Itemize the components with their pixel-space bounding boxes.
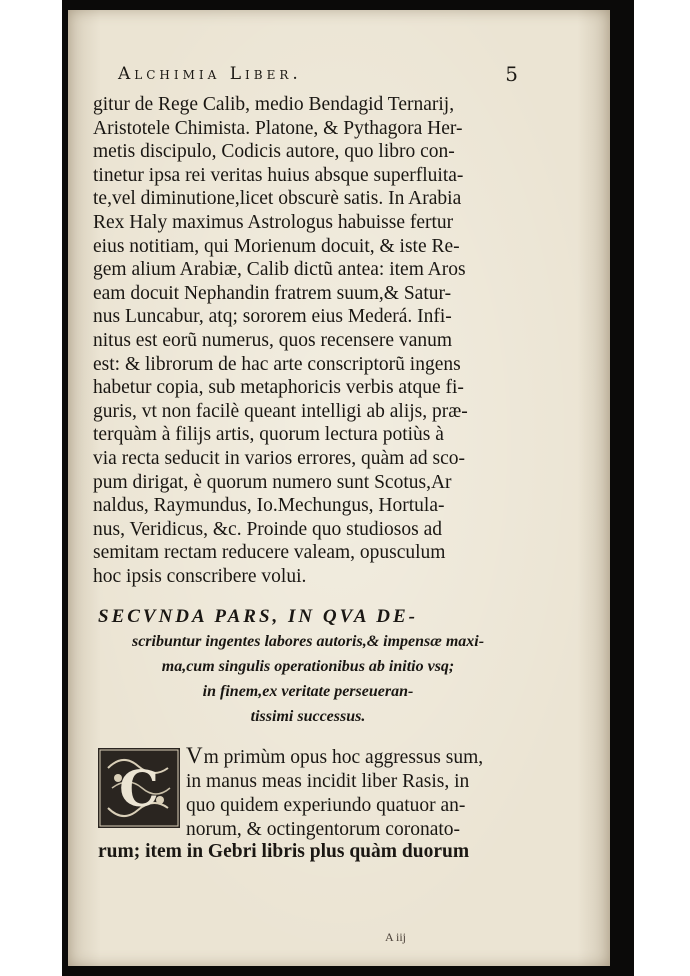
heading-line-2: scribuntur ingentes labores autoris,& impensæ maxi- <box>131 633 485 650</box>
para2-continuation <box>98 840 524 864</box>
running-title: Alchimia Liber. <box>118 64 302 84</box>
body-line: gem alium Arabiæ, Calib dictũ antea: item Aros <box>93 259 466 281</box>
body-line: nus, Veridicus, &c. Proinde quo studiosos ad <box>93 518 443 540</box>
body-line: guris, vt non facilè queant intelligi ab alijs, præ- <box>93 400 468 422</box>
para2-line-1: Vm primùm opus hoc aggressus sum, <box>186 743 484 768</box>
body-line: hoc ipsis conscribere volui. <box>93 565 307 587</box>
body-line: metis discipulo, Codicis autore, quo libro con- <box>93 141 455 163</box>
ornament-icon <box>98 748 180 828</box>
paragraph-two <box>186 744 522 842</box>
para2-line-3: quo quidem experiundo quatuor an- <box>186 795 466 816</box>
body-line: eius notitiam, qui Morienum docuit, & iste Re- <box>93 235 460 257</box>
signature-mark: A iij <box>385 930 407 944</box>
body-line: pum dirigat, è quorum numero sunt Scotus,Ar <box>93 471 452 493</box>
heading-line-1: SECVNDA PARS, IN QVA DE- <box>98 606 418 627</box>
body-line: habetur copia, sub metaphoricis verbis atque fi- <box>93 377 464 399</box>
body-line: est: & librorum de hac arte conscriptorũ ingens <box>93 353 461 375</box>
decorated-initial <box>98 748 180 828</box>
body-line: Aristotele Chimista. Platone, & Pythagora Her- <box>93 117 463 139</box>
para2-line-2: in manus meas incidit liber Rasis, in <box>186 771 470 792</box>
body-line: naldus, Raymundus, Io.Mechungus, Hortula- <box>93 495 445 517</box>
body-line: te,vel diminutione,licet obscurè satis. In Arabia <box>93 188 462 210</box>
body-line: gitur de Rege Calib, medio Bendagid Ternarij, <box>93 94 455 115</box>
running-header <box>118 62 518 90</box>
body-line: nus Luncabur, atq; sororem eius Mederá. Infi- <box>93 306 452 328</box>
body-line: terquàm à filijs artis, quorum lectura potiùs à <box>93 424 444 446</box>
para2-line-4: norum, & octingentorum coronato- <box>186 819 461 840</box>
initial-letter: C <box>119 759 159 818</box>
body-line: eam docuit Nephandin fratrem suum,& Satur- <box>93 282 452 304</box>
body-line: via recta seducit in varios errores, quàm ad sco- <box>93 447 465 469</box>
body-text <box>93 93 523 588</box>
body-line: tinetur ipsa rei veritas huius absque superfluita- <box>93 164 464 186</box>
section-heading <box>98 604 518 729</box>
body-line: nitus est eorũ numerus, quos recensere vanum <box>93 329 453 351</box>
para2-line-5: rum; item in Gebri libris plus quàm duorum <box>98 841 470 862</box>
body-line: semitam rectam reducere valeam, opusculum <box>93 542 446 564</box>
body-line: Rex Haly maximus Astrologus habuisse fertur <box>93 211 454 233</box>
heading-line-3: ma,cum singulis operationibus ab initio vsq; <box>161 658 455 675</box>
page-number: 5 <box>505 62 518 86</box>
heading-line-4: in finem,ex veritate perseueran- <box>202 683 414 700</box>
heading-line-5: tissimi successus. <box>250 708 366 725</box>
